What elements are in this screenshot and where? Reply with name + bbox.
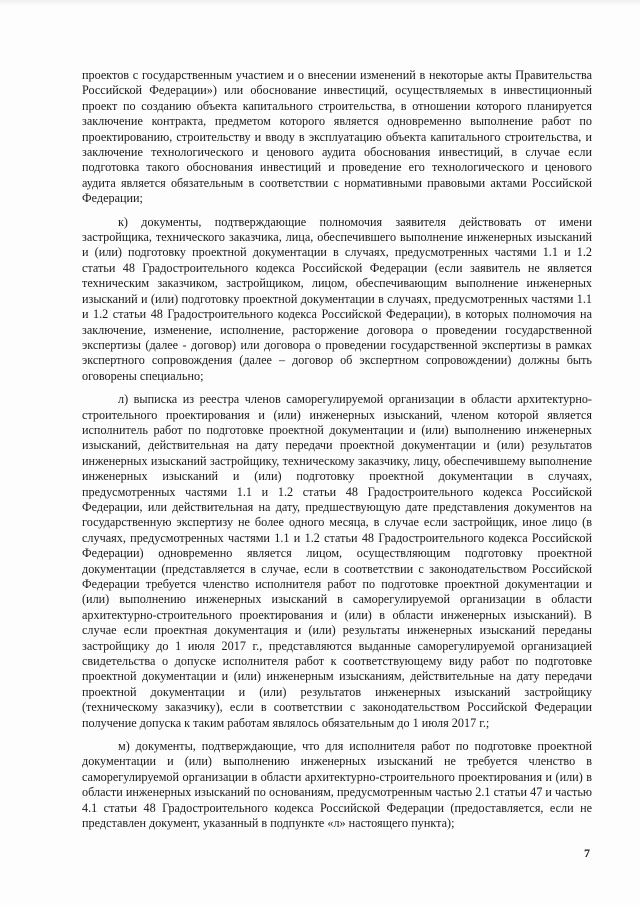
page-number: 7 xyxy=(584,846,590,860)
document-body xyxy=(82,68,592,840)
paragraph-item-l: л) выписка из реестра членов саморегулируемой организации в области архитектурно-строительного проектирования и (или) инженерных изысканий, членом которой является исполнитель работ по подготовке проектной документации и (или) выполнению инженерных изысканий, действительная на дату передачи проектной документации и (или) результатов инженерных изысканий застройщику, техническому заказчику, лицу, обеспечившему выполнение инженерных изысканий и (или) подготовку проектной документации в случаях, предусмотренных частями 1.1 и 1.2 статьи 48 Градостроительного кодекса Российской Федерации, или действительная на дату, предшествующую дате представления документов на государственную экспертизу не более одного месяца, в случае если застройщик, иное лицо (в случаях, предусмотренных частями 1.1 и 1.2 статьи 48 Градостроительного кодекса Российской Федерации) одновременно является лицом, осуществляющим подготовку проектной документации (представляется в случае, если в соответствии с законодательством Российской Федерации требуется членство исполнителя работ по подготовке проектной документации и (или) выполнению инженерных изысканий в саморегулируемой организации в области архитектурно-строительного проектирования и (или) в области инженерных изысканий). В случае если проектная документация и (или) результаты инженерных изысканий переданы застройщику до 1 июля 2017 г., представляются выданные саморегулируемой организацией свидетельства о допуске исполнителя работ к соответствующему виду работ по подготовке проектной документации и (или) инженерным изысканиям, действительные на дату передачи проектной документации и (или) результатов инженерных изысканий застройщику (техническому заказчику), если в соответствии с законодательством Российской Федерации получение допуска к таким работам являлось обязательным до 1 июля 2017 г.; xyxy=(82,392,592,730)
paragraph-item-m: м) документы, подтверждающие, что для исполнителя работ по подготовке проектной документации и (или) выполнению инженерных изысканий не требуется членство в саморегулируемой организации в области архитектурно-строительного проектирования и (или) в области инженерных изысканий по основаниям, предусмотренным частью 2.1 статьи 47 и частью 4.1 статьи 48 Градостроительного кодекса Российской Федерации (предоставляется, если не представлен документ, указанный в подпункте «л» настоящего пункта); xyxy=(82,739,592,831)
paragraph-continuation: проектов с государственным участием и о внесении изменений в некоторые акты Правительства Российской Федерации») или обоснование инвестиций, осуществляемых в инвестиционный проект по созданию объекта капитального строительства, в отношении которого планируется заключение контракта, предметом которого является одновременно выполнение работ по проектированию, строительству и вводу в эксплуатацию объекта капитального строительства, и заключение технологического и ценового аудита обоснования инвестиций, в случае если подготовка такого обоснования инвестиций и проведение его технологического и ценового аудита является обязательным в соответствии с нормативными правовыми актами Российской Федерации; xyxy=(82,68,592,206)
paragraph-item-k: к) документы, подтверждающие полномочия заявителя действовать от имени застройщика, технического заказчика, лица, обеспечившего выполнение инженерных изысканий и (или) подготовку проектной документации в случаях, предусмотренных частями 1.1 и 1.2 статьи 48 Градостроительного кодекса Российской Федерации (если заявитель не является техническим заказчиком, застройщиком, лицом, обеспечивающим выполнение инженерных изысканий и (или) подготовку проектной документации в случаях, предусмотренных частями 1.1 и 1.2 статьи 48 Градостроительного кодекса Российской Федерации), в которых полномочия на заключение, изменение, исполнение, расторжение договора о проведении государственной экспертизы (далее - договор) или договора о проведении государственной экспертизы в рамках экспертного сопровождения (далее – договор об экспертном сопровождении) должны быть оговорены специально; xyxy=(82,214,592,383)
scan-top-edge xyxy=(0,0,640,6)
